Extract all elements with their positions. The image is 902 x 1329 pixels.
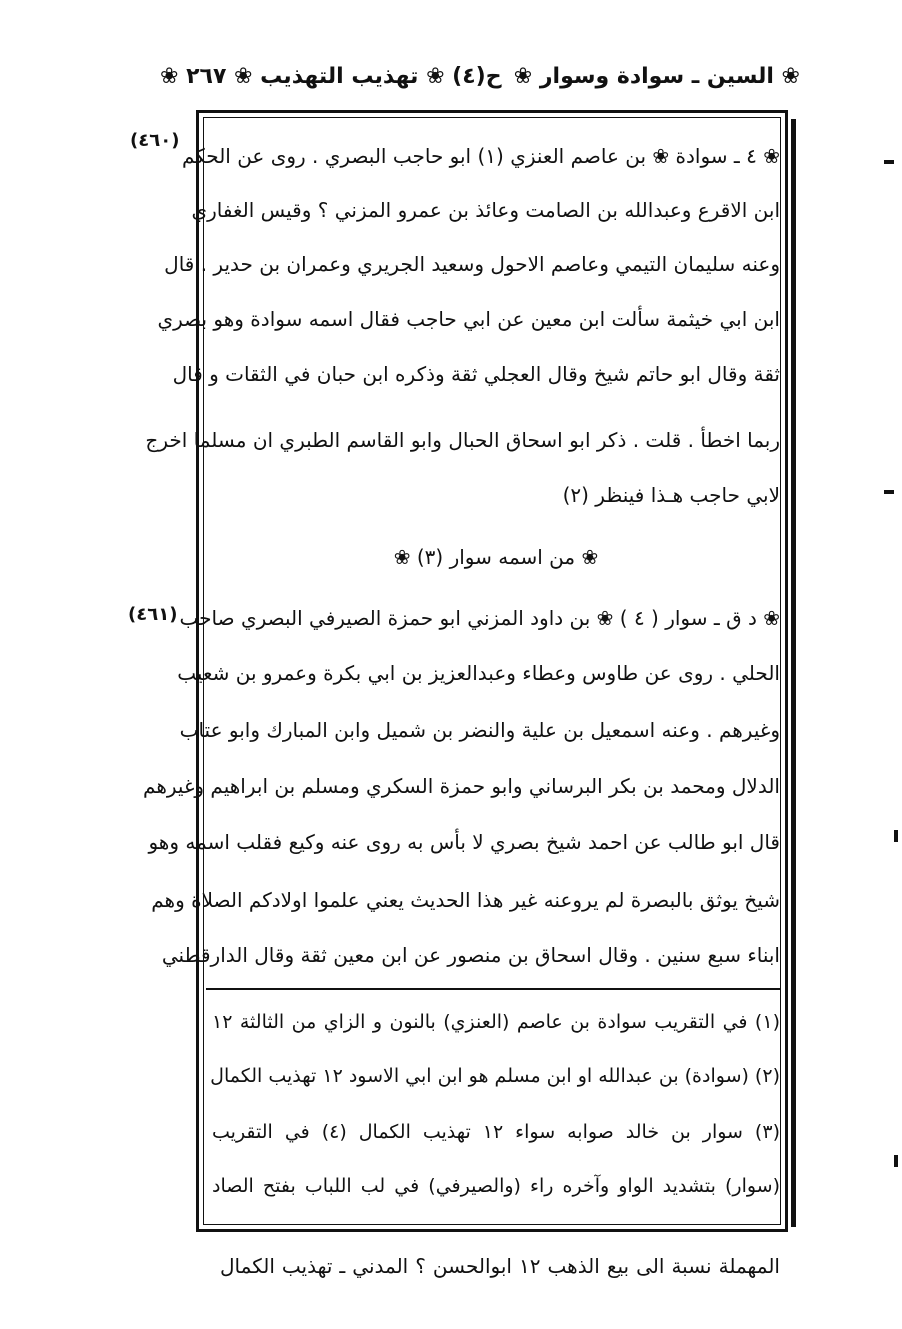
footnote-line: (٣) سوار بن خالد صوابه سواء ١٢ تهذيب الكمال (٤) في التقريب: [212, 1121, 780, 1143]
body-line: ❀ د ق ـ سوار ( ٤ ) ❀ بن داود المزني ابو حمزة الصيرفي البصري صاحب: [179, 606, 780, 630]
edge-mark: [894, 1155, 898, 1167]
body-line: قال ابو طالب عن احمد شيخ بصري لا بأس به روى عنه وكيع فقلب اسمه وهو: [148, 830, 780, 854]
body-line: الحلي . روى عن طاوس وعطاء وعبدالعزيز بن ابي بكرة وعمرو بن شعيب: [177, 661, 780, 685]
running-header: [160, 54, 800, 98]
body-line: وعنه سليمان التيمي وعاصم الاحول وسعيد الجريري وعمران بن حدير . قال: [164, 252, 780, 276]
footnote-divider: [206, 988, 780, 990]
header-book-and-page: ح(٤) ❀ تهذيب التهذيب ❀ ٢٦٧ ❀: [160, 63, 502, 89]
margin-entry-number: (٤٦٠): [130, 130, 180, 151]
footnote-line: (١) في التقريب سوادة بن عاصم (العنزي) بالنون و الزاي من الثالثة ١٢: [212, 1011, 780, 1033]
edge-mark: [884, 490, 894, 494]
footnote-line: (سوار) بتشديد الواو وآخره راء (والصيرفي) في لب اللباب بفتح الصاد: [212, 1175, 780, 1197]
body-line: ابن الاقرع وعبدالله بن الصامت وعائذ بن عمرو المزني ؟ وقيس الغفاري: [191, 198, 780, 222]
edge-mark: [894, 830, 898, 842]
body-line: وغيرهم . وعنه اسمعيل بن علية والنضر بن شميل وابن المبارك وابو عتاب: [179, 718, 780, 742]
body-line: ابناء سبع سنين . وقال اسحاق بن منصور عن ابن معين ثقة وقال الدارقطني: [161, 943, 780, 967]
section-heading: ❀ من اسمه سوار (٣) ❀: [393, 545, 599, 569]
body-line: لابي حاجب هـذا فينظر (٢): [562, 483, 780, 507]
body-line: ثقة وقال ابو حاتم شيخ وقال العجلي ثقة وذكره ابن حبان في الثقات و قال: [172, 362, 780, 386]
body-line: ابن ابي خيثمة سألت ابن معين عن ابي حاجب فقال اسمه سوادة وهو بصري: [157, 307, 780, 331]
body-line: شيخ يوثق بالبصرة لم يروعنه غير هذا الحديث يعني علموا اولادكم الصلاة وهم: [151, 888, 780, 912]
footnote-continuation: المهملة نسبة الى بيع الذهب ١٢ ابوالحسن ؟ المدني ـ تهذيب الكمال: [220, 1254, 780, 1278]
margin-entry-number: (٤٦١): [128, 604, 178, 625]
footnote-line: (٢) (سوادة) بن عبدالله او ابن مسلم هو ابن ابي الاسود ١٢ تهذيب الكمال: [210, 1065, 780, 1087]
body-line: ربما اخطأ . قلت . ذكر ابو اسحاق الحبال وابو القاسم الطبري ان مسلما اخرج: [145, 428, 780, 452]
header-section-title: ❀ السين ـ سوادة وسوار ❀: [513, 63, 800, 89]
body-line: ❀ ٤ ـ سوادة ❀ بن عاصم العنزي (١) ابو حاجب البصري . روى عن الحكم: [181, 144, 780, 168]
edge-mark: [884, 160, 894, 164]
body-line: الدلال ومحمد بن بكر البرساني وابو حمزة السكري ومسلم بن ابراهيم وغيرهم: [143, 774, 780, 798]
